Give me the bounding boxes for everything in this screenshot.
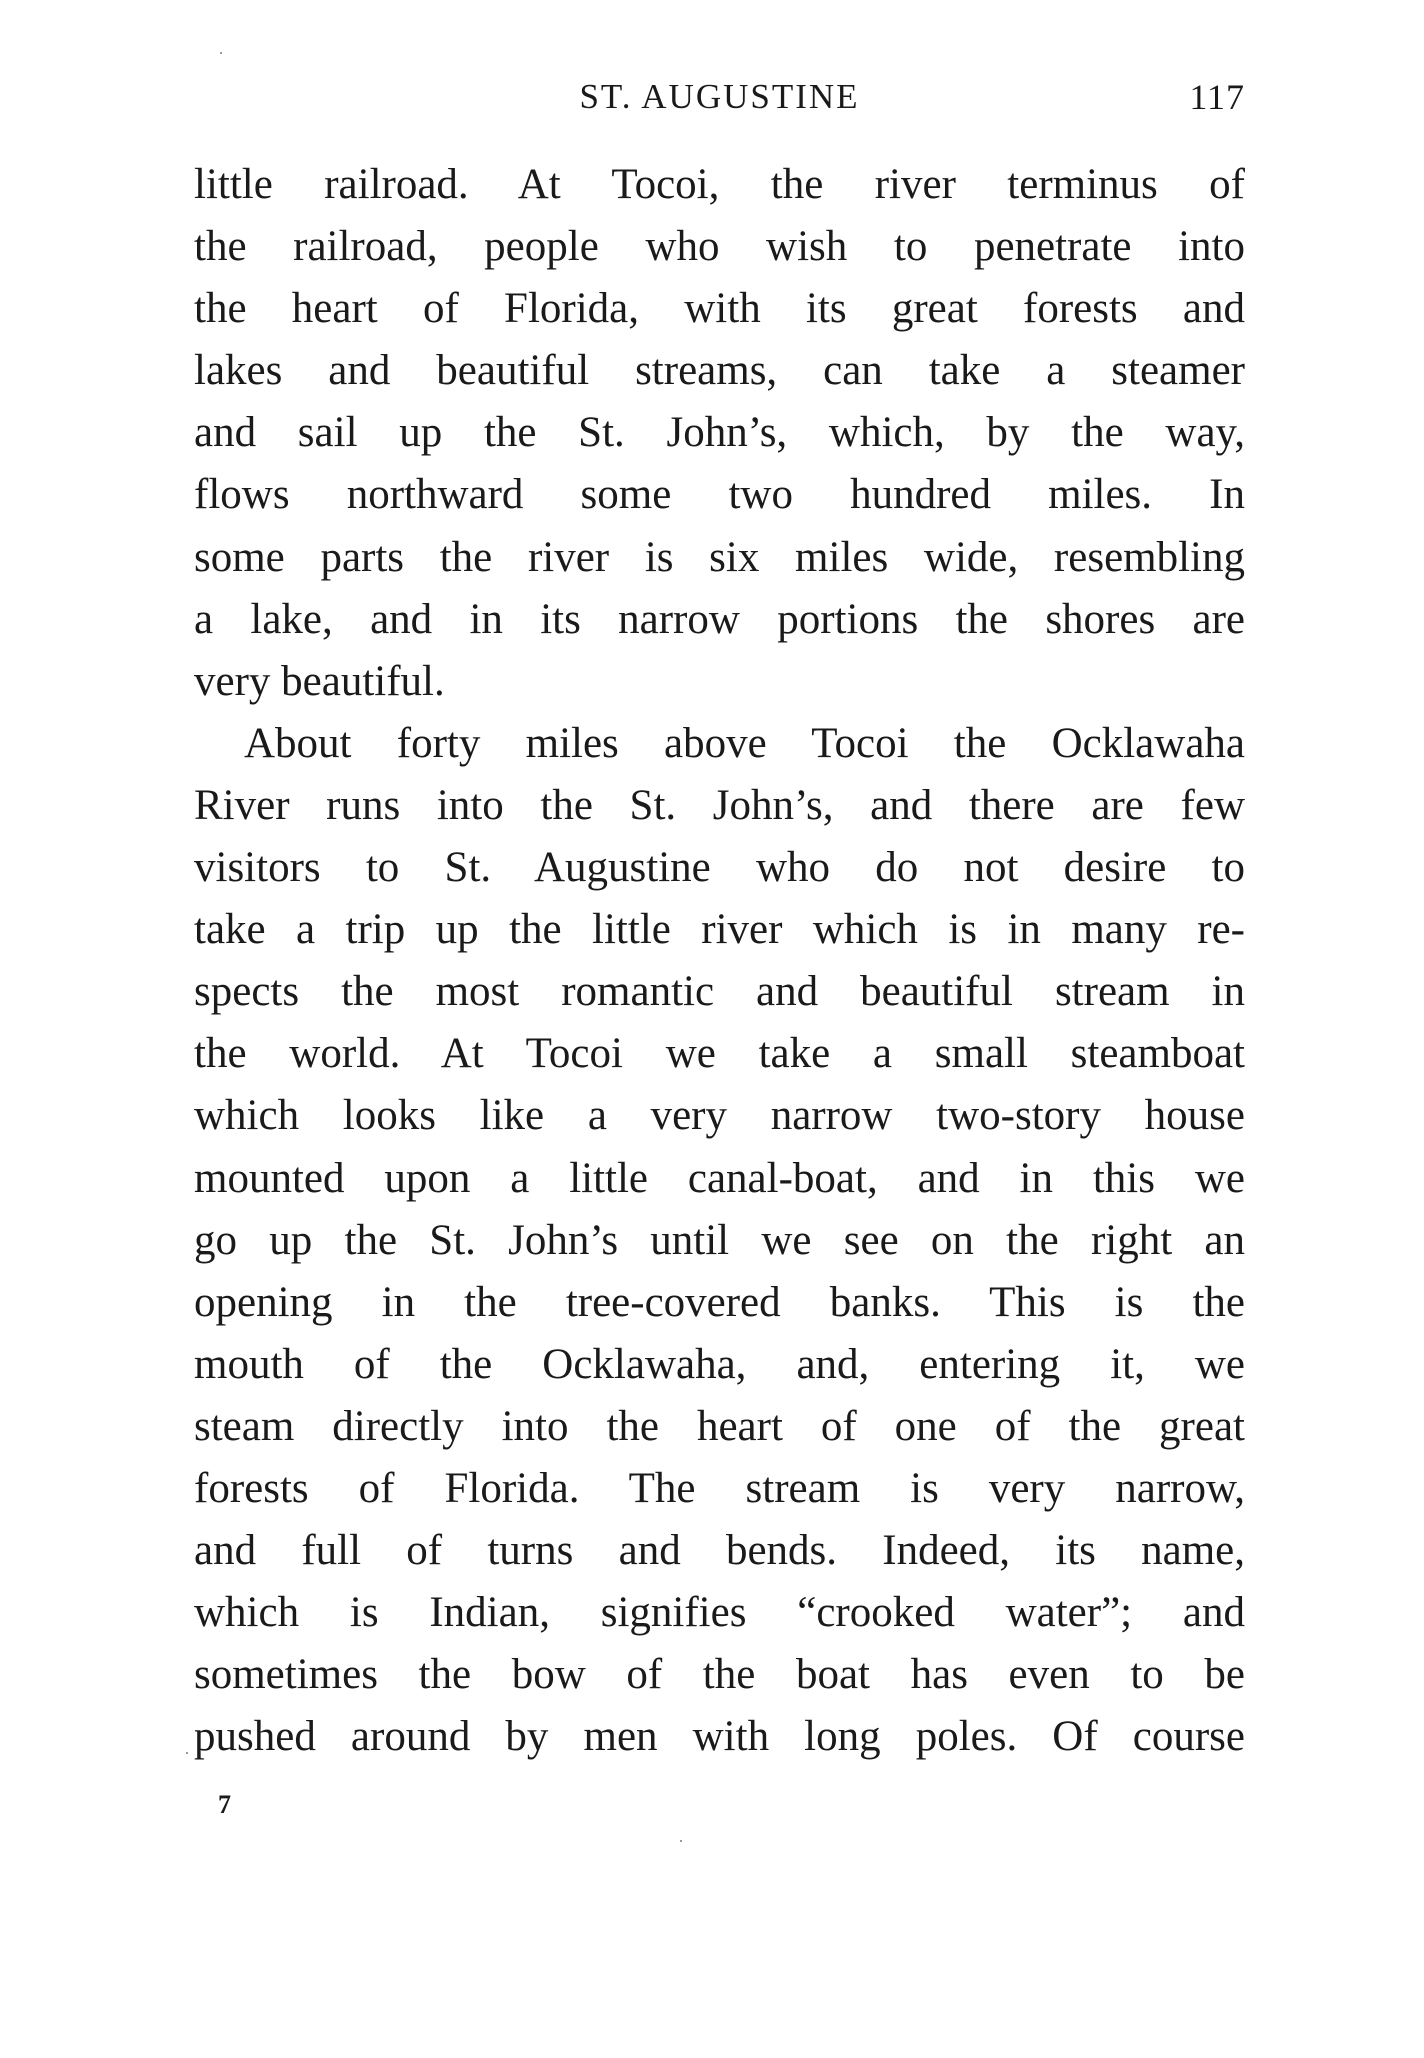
text-line: lakes and beautiful streams, can take a steamer xyxy=(194,347,1245,395)
text-line: little railroad. At Tocoi, the river terminus of xyxy=(194,161,1245,208)
text-line: flows northward some two hundred miles. In xyxy=(194,471,1245,519)
text-line: go up the St. John’s until we see on the right an xyxy=(194,1216,1245,1264)
running-head-title: ST. AUGUSTINE xyxy=(579,77,860,116)
speck xyxy=(186,1752,188,1754)
speck xyxy=(680,1840,682,1842)
text-line: pushed around by men with long poles. Of course xyxy=(194,1713,1245,1761)
text-line: very beautiful. xyxy=(194,657,445,705)
text-line: About forty miles above Tocoi the Ocklawaha xyxy=(244,719,1245,767)
text-line: spects the most romantic and beautiful stream in xyxy=(194,968,1245,1016)
signature-mark: 7 xyxy=(218,1790,231,1819)
text-line: sometimes the bow of the boat has even to be xyxy=(194,1651,1245,1699)
text-line: forests of Florida. The stream is very narrow, xyxy=(194,1464,1245,1512)
text-line: River runs into the St. John’s, and there are few xyxy=(194,781,1245,829)
text-line: take a trip up the little river which is in many re- xyxy=(194,906,1245,954)
text-line: which looks like a very narrow two-story house xyxy=(194,1092,1245,1140)
text-line: some parts the river is six miles wide, resembling xyxy=(194,533,1245,581)
text-line: the railroad, people who wish to penetrate into xyxy=(194,223,1245,271)
text-line: a lake, and in its narrow portions the shores are xyxy=(194,595,1245,643)
text-line: which is Indian, signifies “crooked water”; and xyxy=(194,1589,1245,1637)
text-line: mounted upon a little canal-boat, and in this we xyxy=(194,1154,1245,1202)
text-line: the world. At Tocoi we take a small steamboat xyxy=(194,1030,1245,1078)
text-line: steam directly into the heart of one of the great xyxy=(194,1402,1245,1450)
body-text xyxy=(194,154,1245,1768)
page-number: 117 xyxy=(1189,77,1245,117)
text-line: and sail up the St. John’s, which, by the way, xyxy=(194,409,1245,457)
text-line: and full of turns and bends. Indeed, its name, xyxy=(194,1527,1245,1575)
text-line: mouth of the Ocklawaha, and, entering it, we xyxy=(194,1340,1245,1388)
running-head xyxy=(194,72,1245,122)
text-line: visitors to St. Augustine who do not desire to xyxy=(194,844,1245,892)
text-line: opening in the tree-covered banks. This is the xyxy=(194,1278,1245,1326)
speck xyxy=(220,52,222,54)
text-line: the heart of Florida, with its great forests and xyxy=(194,285,1245,333)
